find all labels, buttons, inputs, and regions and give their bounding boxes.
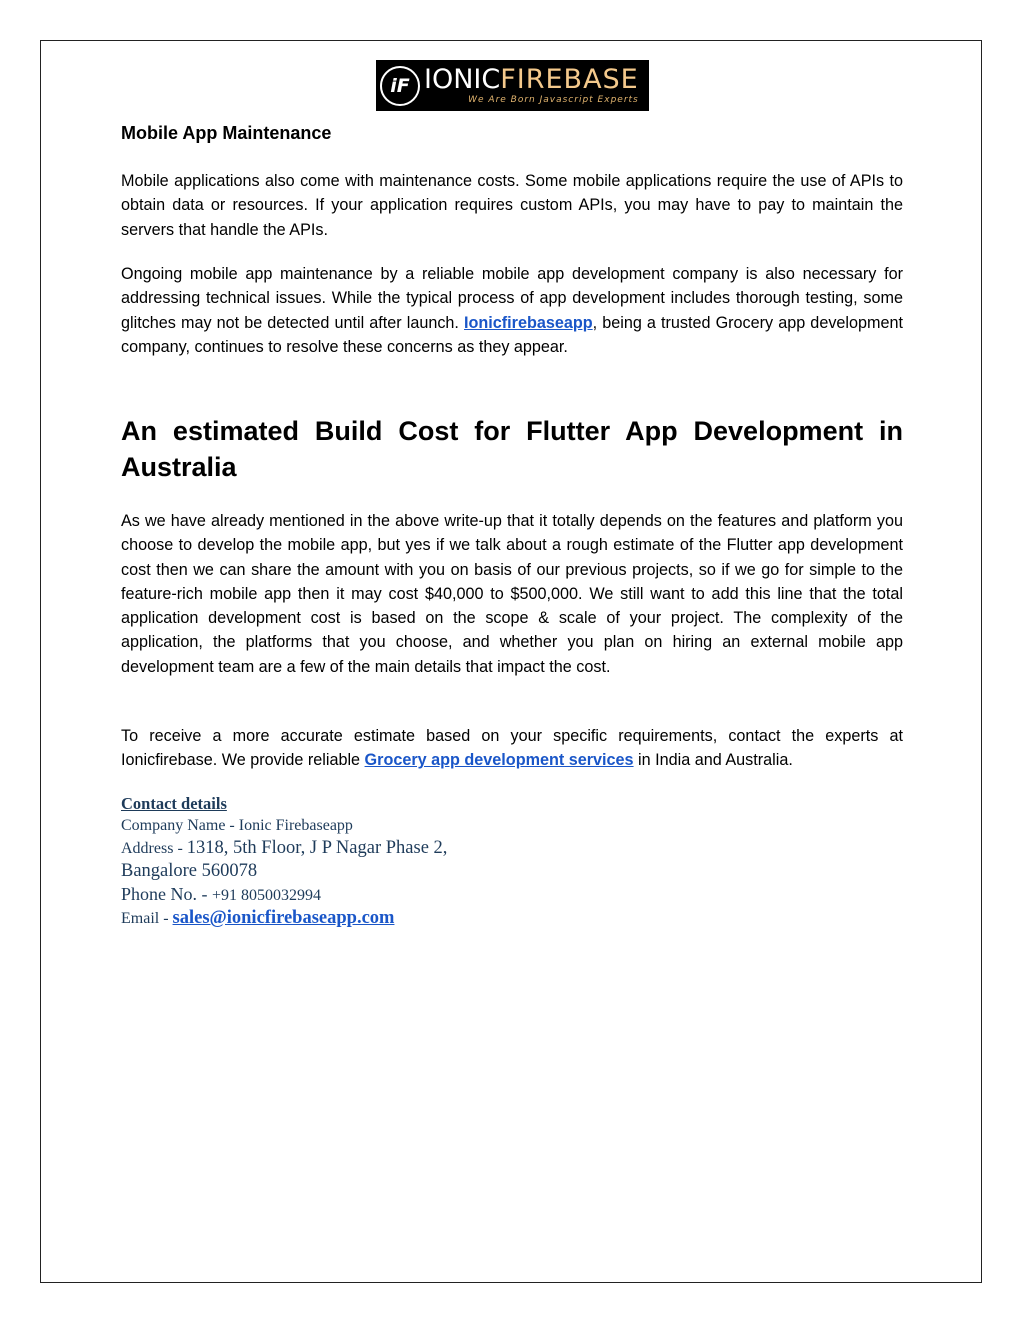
logo-word-firebase: FIREBASE	[500, 64, 639, 95]
phone-number: +91 8050032994	[212, 887, 322, 904]
logo-badge-icon: iF	[380, 66, 420, 106]
section-heading-maintenance: Mobile App Maintenance	[121, 123, 332, 143]
contact-company: Company Name - Ionic Firebaseapp	[121, 817, 353, 834]
paragraph-ongoing-maintenance	[121, 262, 903, 359]
logo-wordmark	[424, 66, 639, 105]
logo-word-ionic: IONIC	[424, 64, 501, 95]
email-link[interactable]: sales@ionicfirebaseapp.com	[172, 908, 395, 928]
grocery-services-link[interactable]: Grocery app development services	[364, 751, 634, 770]
contact-email	[121, 907, 447, 930]
phone-label: Phone No. -	[121, 884, 212, 904]
contact-phone	[121, 883, 447, 907]
paragraph-text: in India and Australia.	[633, 751, 793, 770]
contact-address	[121, 837, 447, 860]
ionicfirebaseapp-link[interactable]: Ionicfirebaseapp	[464, 313, 593, 332]
paragraph-text: Ongoing mobile app maintenance by a reliable mobile app development company is also necessary for addressing technical issues. While the typical process of app development includes thorough testing, some glitches may not be detected until after launch.	[121, 265, 903, 332]
contact-address-line2: Bangalore 560078	[121, 861, 258, 881]
contact-details	[121, 793, 447, 930]
contact-title: Contact details	[121, 794, 227, 813]
address-line1: 1318, 5th Floor, J P Nagar Phase 2,	[186, 838, 448, 858]
section-heading-build-cost: An estimated Build Cost for Flutter App Development in Australia	[121, 416, 903, 482]
paragraph-cost-estimate: As we have already mentioned in the above write-up that it totally depends on the features and platform you choose to develop the mobile app, but yes if we talk about a rough estimate of the Flutter app development cost then we can share the amount with you on basis of our previous projects, so if we go for simple to the feature-rich mobile app then it may cost $40,000 to $500,000. We still want to add this line that the total application development cost is based on the scope & scale of your project. The complexity of the application, the platforms that you choose, and whether you plan on hiring an external mobile app development team are a few of the main details that impact the cost.	[121, 512, 903, 676]
paragraph-text: , being a trusted Grocery app development company, continues to resolve these concerns as they appear.	[121, 313, 904, 356]
email-label: Email -	[121, 910, 173, 927]
paragraph-contact-experts	[121, 724, 903, 773]
paragraph-maintenance-costs: Mobile applications also come with maintenance costs. Some mobile applications require the use of APIs to obtain data or resources. If your application requires custom APIs, you may have to pay to maintain the servers that handle the APIs.	[121, 172, 903, 239]
logo-tagline: We Are Born Javascript Experts	[468, 95, 639, 105]
document-page	[40, 40, 982, 1283]
ionicfirebase-logo	[376, 60, 649, 111]
paragraph-text: To receive a more accurate estimate based on your specific requirements, contact the experts at Ionicfirebase. We provide reliable	[121, 727, 903, 770]
address-label: Address -	[121, 840, 187, 857]
